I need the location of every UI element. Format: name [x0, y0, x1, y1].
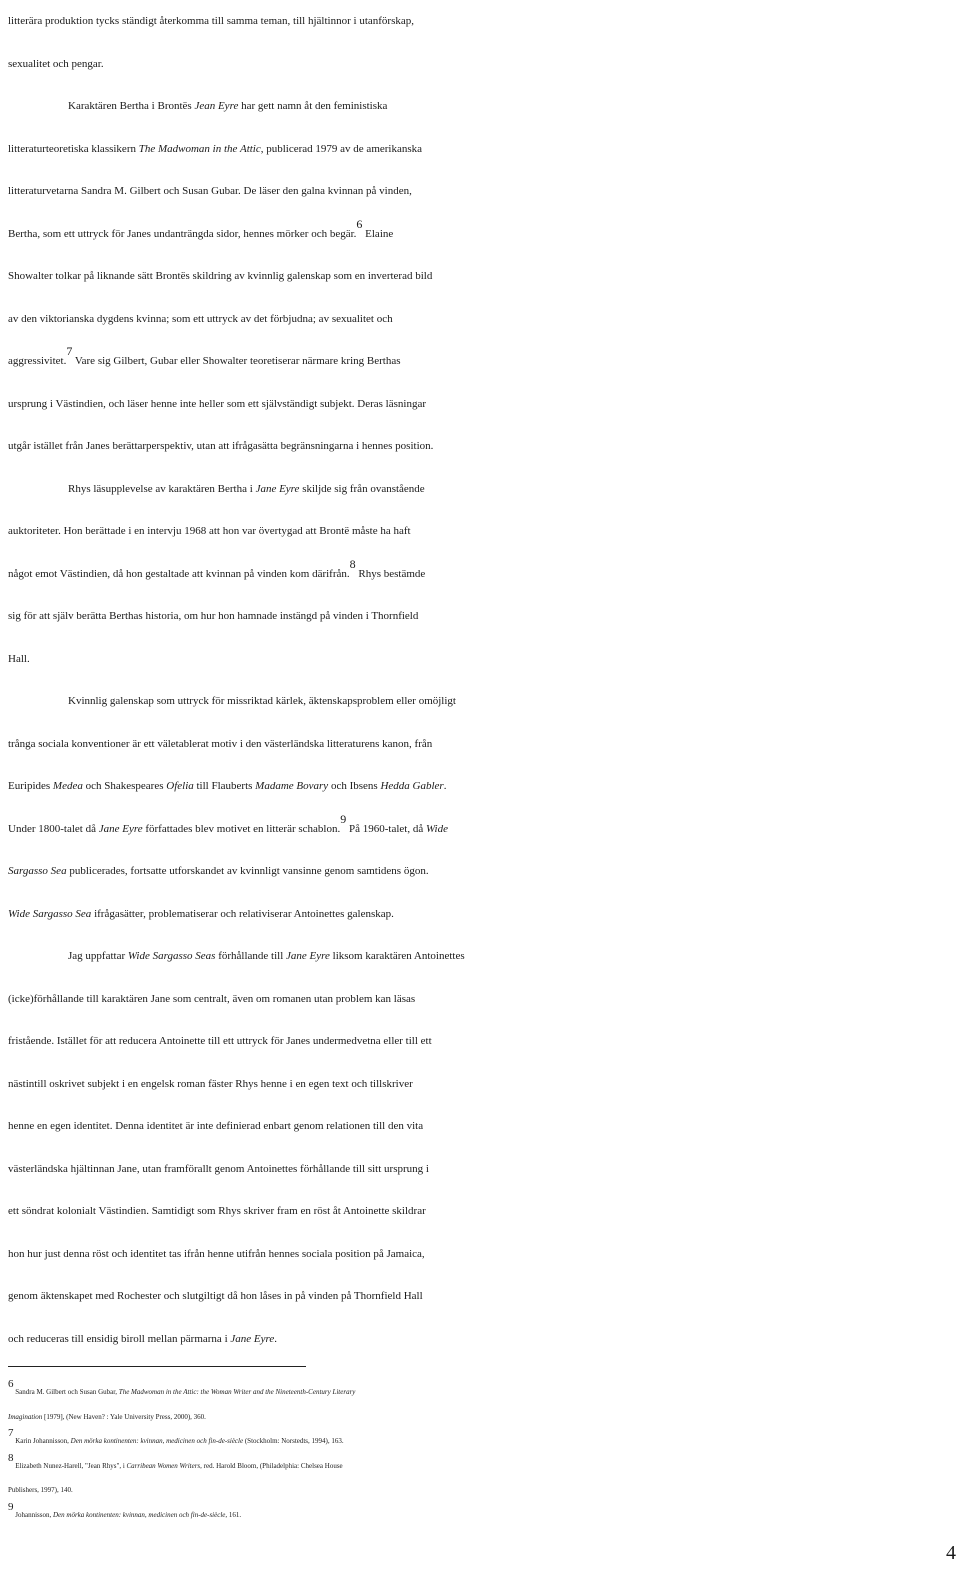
text-run: henne en egen identitet. Denna identitet är inte definierad enbart genom relationen till den vita — [8, 1120, 424, 1132]
text-run: Elizabeth Nunez-Harell, "Jean Rhys", i — [13, 1461, 127, 1470]
text-line — [8, 510, 954, 553]
text-line — [8, 850, 954, 893]
text-run: till Flauberts — [193, 780, 256, 792]
italic-title: Madame Bovary — [255, 780, 329, 792]
text-line — [8, 680, 954, 723]
text-run: auktoriteter. Hon berättade i en intervju 1968 att hon var övertygad att Brontë måste ha haft — [8, 525, 411, 537]
italic-title: Wide Sargasso Seas — [127, 950, 216, 962]
text-run: Johannisson, — [13, 1510, 53, 1519]
text-line — [8, 0, 954, 43]
text-line — [8, 1190, 954, 1233]
text-run: aggressivitet. — [8, 355, 67, 367]
text-line — [8, 808, 954, 851]
text-run: Hall. — [8, 652, 30, 665]
footnote — [8, 1451, 954, 1503]
text-line — [8, 935, 954, 978]
text-line — [8, 1318, 954, 1361]
text-line — [8, 1275, 954, 1318]
footnote-ref: 7 — [66, 344, 73, 358]
paragraph — [8, 468, 954, 681]
text-line — [8, 1020, 954, 1063]
text-run: hon hur just denna röst och identitet tas ifrån henne utifrån hennes sociala position på Jamaica, — [8, 1247, 425, 1260]
text-run: litteraturvetarna Sandra M. Gilbert och Susan Gubar. De läser den galna kvinnan på vinden, — [8, 185, 412, 197]
footnote-ref: 9 — [340, 811, 347, 826]
text-run: liksom karaktären Antoinettes — [329, 950, 465, 962]
paragraph — [8, 0, 954, 85]
text-run: På 1960-talet, då — [346, 822, 426, 835]
italic-title: Jane Eyre — [286, 950, 330, 962]
text-line — [8, 1148, 954, 1191]
text-run: och Shakespeares — [82, 780, 167, 792]
italic-title: Ofelia — [166, 780, 194, 792]
italic-title: Jane Eyre — [255, 482, 300, 495]
text-run: litterära produktion tycks ständigt återkomma till samma teman, till hjältinnor i utanförskap, — [8, 15, 414, 27]
footnote-ref: 9 — [8, 1500, 14, 1513]
text-line — [8, 213, 954, 256]
text-run: Karaktären Bertha i Brontës — [68, 100, 195, 112]
italic-title: Den mörka kontinenten: kvinnan, medicinen och fin-de-siècle — [70, 1437, 244, 1445]
page-number: 4 — [946, 1542, 956, 1564]
italic-title: Wide — [425, 822, 448, 835]
text-line — [8, 1063, 954, 1106]
footnote-line — [8, 1478, 954, 1503]
text-line — [8, 723, 954, 766]
footnote — [8, 1429, 954, 1454]
text-line — [8, 298, 954, 341]
italic-title: Medea — [52, 780, 83, 792]
text-run: , red. Harold Bloom, (Philadelphia: Chelsea House — [200, 1461, 343, 1470]
footnote-line — [8, 1500, 954, 1528]
text-run: förhållande till — [215, 950, 287, 962]
italic-title: Den mörka kontinenten: kvinnan, medicinen och fin-de-siècle — [52, 1510, 226, 1519]
text-run: publicerades, fortsatte utforskandet av kvinnligt vansinne genom samtidens ögon. — [66, 865, 429, 877]
text-line — [8, 340, 954, 383]
paragraph — [8, 935, 954, 1360]
italic-title: Jane Eyre — [230, 1332, 275, 1345]
footnote-line — [8, 1451, 954, 1479]
text-run: Bertha, som ett uttryck för Janes undanträngda sidor, hennes mörker och begär. — [8, 227, 357, 240]
italic-title: The Madwoman in the Attic: the Woman Writer and the Nineteenth-Century Literary — [118, 1388, 356, 1396]
text-line — [8, 595, 954, 638]
text-run: ursprung i Västindien, och läser henne inte heller som ett självständigt subjekt. Deras läsningar — [8, 397, 427, 410]
text-line — [8, 553, 954, 596]
text-run: något emot Västindien, då hon gestaltade att kvinnan på vinden kom därifrån. — [8, 567, 350, 580]
italic-title: Wide Sargasso Sea — [8, 907, 92, 920]
text-line — [8, 1105, 954, 1148]
footnote-line — [8, 1405, 954, 1430]
text-line — [8, 128, 954, 171]
text-run: Rhys läsupplevelse av karaktären Bertha i — [68, 482, 256, 495]
text-line — [8, 170, 954, 213]
italic-title: Sargasso Sea — [8, 865, 67, 877]
text-run: Under 1800-talet då — [8, 822, 99, 835]
text-run: författades blev motivet en litterär schablon. — [142, 822, 341, 835]
footnotes — [8, 1380, 954, 1527]
text-run: (Stockholm: Norstedts, 1994), 163. — [243, 1437, 344, 1445]
text-run: Karin Johannisson, — [13, 1437, 71, 1445]
text-run: , 161. — [225, 1510, 242, 1519]
text-run: litteraturteoretiska klassikern — [8, 142, 139, 155]
text-run: har gett namn åt den feministiska — [238, 100, 388, 112]
text-run: trånga sociala konventioner är ett väletablerat motiv i den västerländska litteraturens kanon, från — [8, 737, 433, 750]
text-run: av den viktorianska dygdens kvinna; som ett uttryck av det förbjudna; av sexualitet och — [8, 312, 393, 325]
text-line — [8, 1233, 954, 1276]
text-run: Jag uppfattar — [68, 950, 128, 962]
text-run: Euripides — [8, 780, 53, 792]
text-run: västerländska hjältinnan Jane, utan framförallt genom Antoinettes förhållande till sitt ursprung i — [8, 1162, 429, 1175]
text-run: Vare sig Gilbert, Gubar eller Showalter teoretiserar närmare kring Berthas — [72, 355, 401, 367]
text-run: Kvinnlig galenskap som uttryck för missriktad kärlek, äktenskapsproblem eller omöjligt — [68, 695, 456, 707]
footnote-ref: 8 — [349, 556, 356, 571]
text-run: Sandra M. Gilbert och Susan Gubar, — [13, 1388, 119, 1396]
text-line — [8, 978, 954, 1021]
text-line — [8, 383, 954, 426]
text-line — [8, 43, 954, 86]
text-run: nästintill oskrivet subjekt i en engelsk roman fäster Rhys henne i en egen text och tillskriver — [8, 1077, 413, 1090]
italic-title: Imagination — [8, 1412, 43, 1421]
text-run: Elaine — [362, 227, 394, 240]
text-line — [8, 765, 954, 808]
footnote — [8, 1500, 954, 1528]
text-run: och Ibsens — [328, 780, 381, 792]
italic-title: Carribean Women Writers — [126, 1461, 201, 1470]
italic-title: Jane Eyre — [98, 822, 143, 835]
footnote-line — [8, 1380, 954, 1405]
text-run: [1979], (New Haven? : Yale University Press, 2000), 360. — [42, 1412, 206, 1421]
text-run: utgår istället från Janes berättarperspektiv, utan att ifrågasätta begränsningarna i hennes position. — [8, 440, 434, 452]
paragraph — [8, 85, 954, 468]
text-run: genom äktenskapet med Rochester och slutgiltigt då hon låses in på vinden på Thornfield Hall — [8, 1290, 423, 1302]
text-line — [8, 255, 954, 298]
text-run: (icke)förhållande till karaktären Jane som centralt, även om romanen utan problem kan läsas — [8, 992, 416, 1005]
italic-title: The Madwoman in the Attic — [138, 142, 261, 155]
text-run: sexualitet och pengar. — [8, 57, 104, 70]
body-text — [8, 0, 954, 1360]
text-run: Showalter tolkar på liknande sätt Brontës skildring av kvinnlig galenskap som en inverterad bild — [8, 270, 433, 282]
text-line — [8, 893, 954, 936]
paragraph — [8, 680, 954, 935]
text-run: skiljde sig från ovanstående — [299, 482, 425, 495]
footnote-divider — [8, 1366, 306, 1367]
document-page — [8, 0, 954, 1519]
footnote-ref: 7 — [8, 1427, 14, 1439]
text-run: Publishers, 1997), 140. — [8, 1486, 73, 1494]
text-run: Rhys bestämde — [355, 567, 426, 580]
text-run: . — [274, 1332, 277, 1345]
text-run: fristående. Istället för att reducera Antoinette till ett uttryck för Janes undermedvetna eller till ett — [8, 1035, 432, 1047]
text-line — [8, 468, 954, 511]
footnote-line — [8, 1429, 954, 1454]
footnote-ref: 6 — [8, 1378, 14, 1390]
footnote — [8, 1380, 954, 1429]
text-line — [8, 638, 954, 681]
text-run: , publicerad 1979 av de amerikanska — [260, 142, 423, 155]
footnote-ref: 8 — [8, 1451, 14, 1464]
text-run: sig för att själv berätta Berthas historia, om hur hon hamnade instängd på vinden i Thornfield — [8, 610, 419, 622]
text-run: . — [443, 780, 447, 792]
italic-title: Hedda Gabler — [380, 780, 444, 792]
footnote-ref: 6 — [356, 216, 363, 231]
text-run: ifrågasätter, problematiserar och relativiserar Antoinettes galenskap. — [91, 907, 394, 920]
italic-title: Jean Eyre — [194, 100, 239, 112]
text-line — [8, 85, 954, 128]
text-run: och reduceras till ensidig biroll mellan pärmarna i — [8, 1332, 231, 1345]
text-line — [8, 425, 954, 468]
text-run: ett söndrat kolonialt Västindien. Samtidigt som Rhys skriver fram en röst åt Antoinette skildrar — [8, 1205, 426, 1217]
